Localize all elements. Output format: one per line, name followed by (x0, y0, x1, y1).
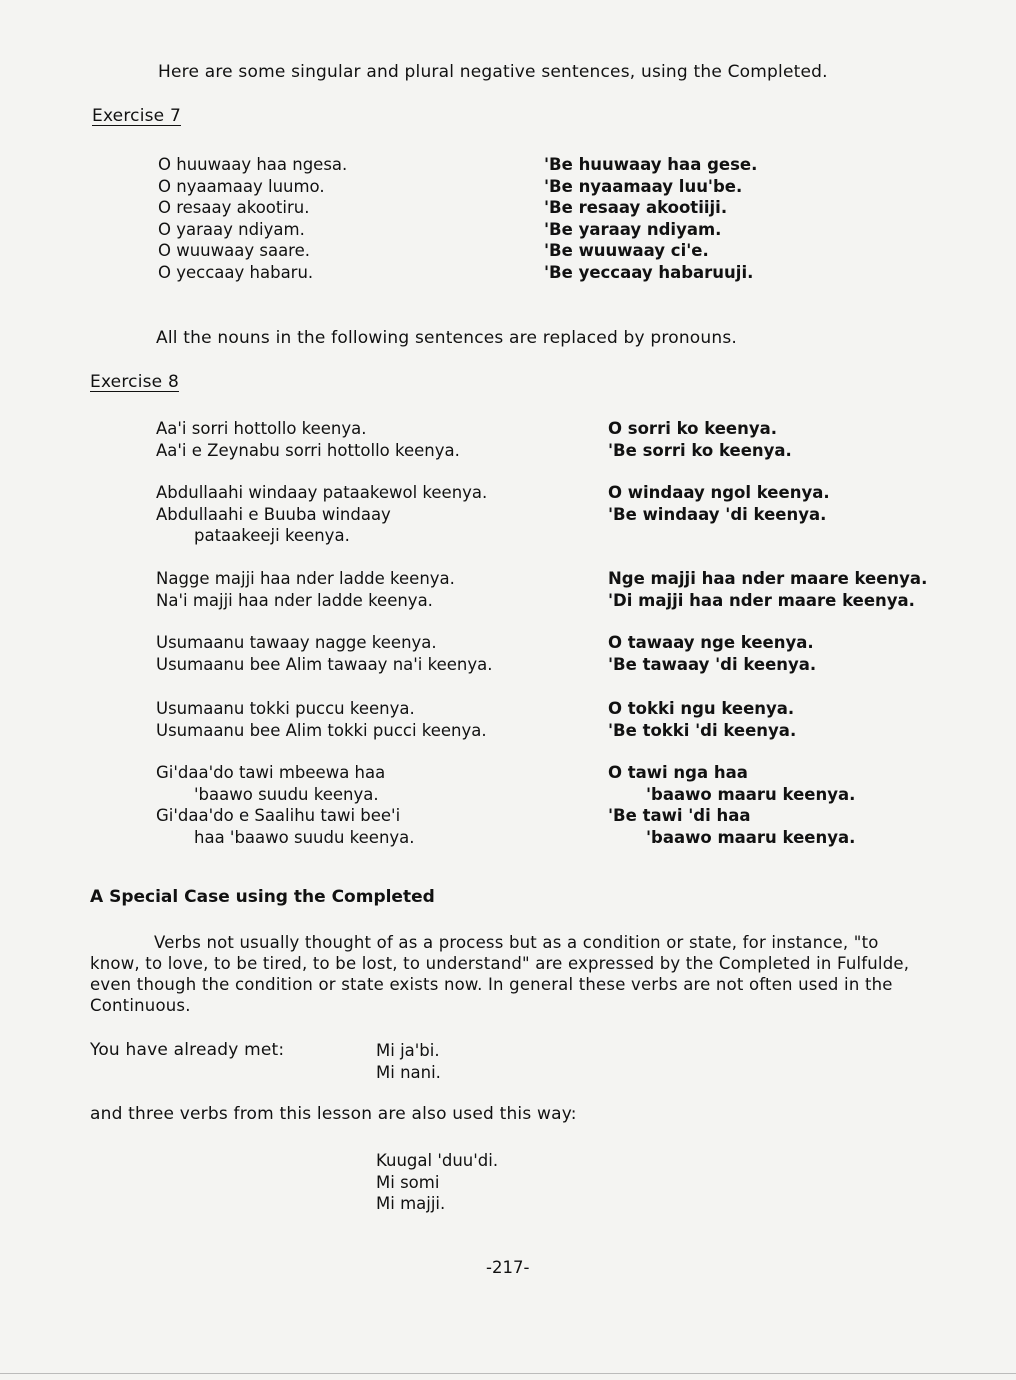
ex8-left-line: Usumaanu tokki puccu keenya. (156, 699, 415, 718)
ex8-left-line: Abdullaahi windaay pataakewol keenya. (156, 483, 488, 502)
pronoun-note: All the nouns in the following sentences are replaced by pronouns. (156, 328, 738, 348)
verb-item: Mi majji. (376, 1194, 446, 1213)
ex8-right-group-1 (608, 418, 792, 461)
ex7-left-line: O nyaamaay luumo. (158, 176, 325, 196)
ex8-right-line: 'baawo maaru keenya. (646, 827, 856, 847)
special-paragraph: Verbs not usually thought of as a process but as a condition or state, for instance, "to know, to love, to be tired, to be lost, to understand" are expressed by the Completed in Fulfulde, even though the condition or state exists now. In general these verbs are not often used in the Continuous. (90, 933, 910, 1015)
ex7-right-line: 'Be wuuwaay ci'e. (544, 241, 709, 260)
ex8-right-group-6 (608, 762, 855, 848)
ex8-left-group-1 (156, 418, 460, 461)
ex8-right-line: 'Be sorri ko keenya. (608, 440, 792, 460)
ex7-left-line: O resaay akootiru. (158, 198, 310, 217)
ex8-right-group-4 (608, 632, 816, 675)
ex8-left-line: haa 'baawo suudu keenya. (194, 827, 415, 847)
ex8-left-line: Usumaanu tawaay nagge keenya. (156, 633, 437, 652)
ex8-left-group-3 (156, 568, 455, 611)
ex8-left-line: Usumaanu bee Alim tokki pucci keenya. (156, 720, 487, 740)
ex8-left-line: Nagge majji haa nder ladde keenya. (156, 569, 455, 588)
ex8-right-line: 'baawo maaru keenya. (646, 784, 856, 804)
ex8-right-line: 'Be tawaay 'di keenya. (608, 654, 817, 674)
ex8-left-line: Gi'daa'do tawi mbeewa haa (156, 763, 386, 782)
already-met-label: You have already met: (90, 1040, 285, 1060)
ex8-left-group-5 (156, 698, 487, 741)
ex8-right-line: O sorri ko keenya. (608, 419, 778, 438)
page-number: -217- (486, 1258, 530, 1277)
ex8-left-line: Usumaanu bee Alim tawaay na'i keenya. (156, 654, 493, 674)
ex8-right-line: Nge majji haa nder maare keenya. (608, 569, 928, 588)
verb-item: Mi somi (376, 1172, 440, 1192)
ex8-left-line: Aa'i sorri hottollo keenya. (156, 419, 367, 438)
ex7-right-line: 'Be yaraay ndiyam. (544, 219, 722, 239)
ex8-right-line: O tokki ngu keenya. (608, 699, 795, 718)
ex7-right-line: 'Be resaay akootiiji. (544, 198, 728, 217)
exercise-7-label: Exercise 7 (92, 106, 181, 126)
ex8-right-line: 'Be tawi 'di haa (608, 806, 751, 825)
ex8-left-line: 'baawo suudu keenya. (194, 784, 379, 804)
ex7-left-line: O wuuwaay saare. (158, 241, 311, 260)
met-item: Mi nani. (376, 1062, 441, 1082)
ex8-right-line: 'Be tokki 'di keenya. (608, 720, 797, 740)
ex8-left-line: Gi'daa'do e Saalihu tawi bee'i (156, 806, 401, 825)
ex8-right-group-3 (608, 568, 927, 611)
ex7-left-line: O yeccaay habaru. (158, 262, 314, 282)
ex8-left-line: Aa'i e Zeynabu sorri hottollo keenya. (156, 440, 460, 460)
ex8-right-group-5 (608, 698, 796, 741)
ex7-right-line: 'Be huuwaay haa gese. (544, 155, 758, 174)
ex8-right-line: 'Be windaay 'di keenya. (608, 504, 827, 524)
met-item: Mi ja'bi. (376, 1041, 440, 1060)
ex7-left-line: O huuwaay haa ngesa. (158, 155, 348, 174)
verbs-list (376, 1150, 498, 1215)
ex8-left-group-6 (156, 762, 415, 848)
ex8-right-line: O tawaay nge keenya. (608, 633, 814, 652)
exercise-7-left-column (158, 154, 347, 283)
ex7-right-line: 'Be yeccaay habaruuji. (544, 262, 754, 282)
exercise-8-label: Exercise 8 (90, 372, 179, 392)
verb-item: Kuugal 'duu'di. (376, 1151, 499, 1170)
exercise-7-right-column (544, 154, 757, 283)
ex8-left-group-4 (156, 632, 492, 675)
intro-text: Here are some singular and plural negative sentences, using the Completed. (158, 62, 828, 82)
ex7-right-line: 'Be nyaamaay luu'be. (544, 176, 743, 196)
ex8-left-group-2 (156, 482, 487, 547)
ex8-left-line: Na'i majji haa nder ladde keenya. (156, 590, 433, 610)
bottom-rule (0, 1373, 1016, 1374)
ex8-left-line: pataakeeji keenya. (194, 526, 350, 545)
ex8-right-line: O tawi nga haa (608, 763, 748, 782)
ex8-right-line: 'Di majji haa nder maare keenya. (608, 590, 915, 610)
ex7-left-line: O yaraay ndiyam. (158, 219, 305, 239)
ex8-left-line: Abdullaahi e Buuba windaay (156, 504, 391, 524)
section-heading: A Special Case using the Completed (90, 887, 435, 907)
ex8-right-line: O windaay ngol keenya. (608, 483, 830, 502)
ex8-right-group-2 (608, 482, 830, 525)
and-three-verbs-line: and three verbs from this lesson are also used this way: (90, 1104, 577, 1124)
already-met-list (376, 1040, 441, 1083)
